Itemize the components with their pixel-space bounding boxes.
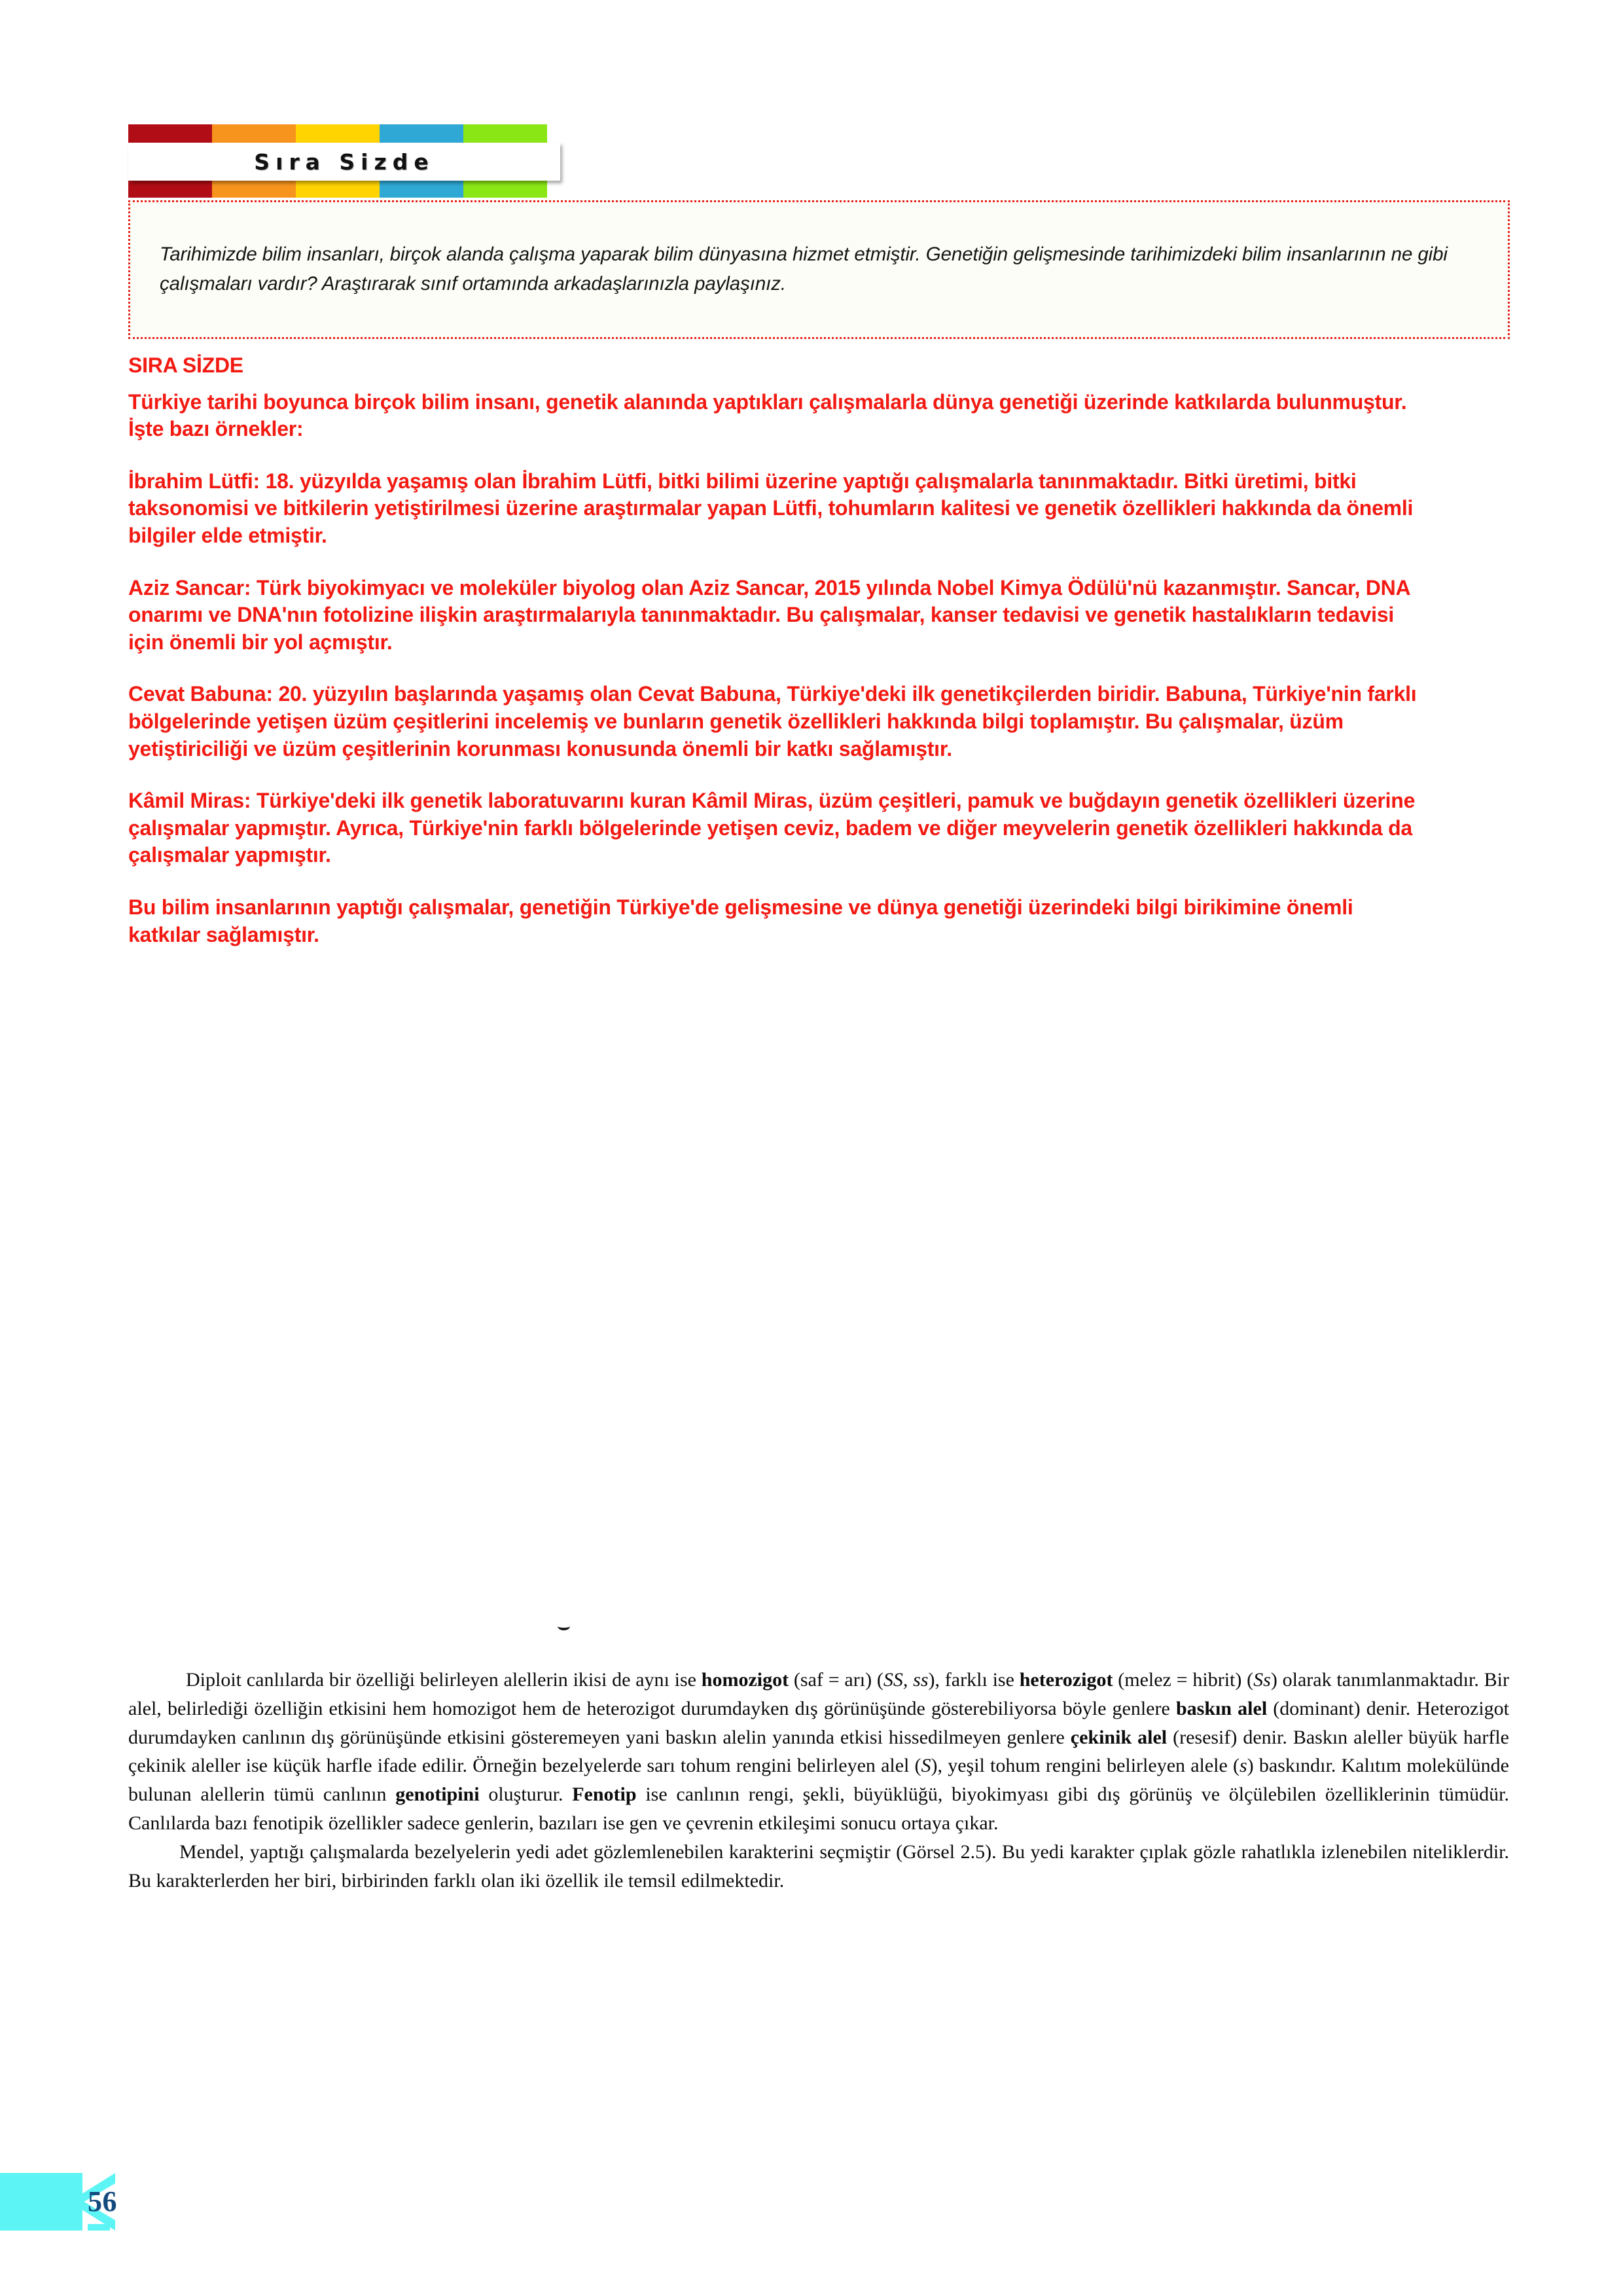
banner-label-plate <box>128 143 560 181</box>
answer-paragraph-aziz-sancar: Aziz Sancar: Türk biyokimyacı ve moleküler biyolog olan Aziz Sancar, 2015 yılında Nobel Kimya Ödülü'nü kazanmıştır. Sancar, DNA onarımı ve DNA'nın fotolizine ilişkin araştırmalarıyla tanınmaktadır. Bu çalışmalar, kanser tedavisi ve genetik hastalıkların tedavisi için önemli bir yol açmıştır. <box>128 575 1410 654</box>
term-genotipini: genotipini <box>395 1784 480 1806</box>
body-paragraph-definitions <box>128 1666 1509 1838</box>
allele-ss-pair: SS, ss <box>883 1669 929 1691</box>
answer-intro: Türkiye tarihi boyunca birçok bilim insanı, genetik alanında yaptıkları çalışmalarla dünya genetiği üzerinde katkılarda bulunmuştur. İşte bazı örnekler: <box>128 389 1407 441</box>
footer-underline <box>88 2224 110 2231</box>
answer-block <box>128 352 1431 973</box>
allele-ss-mixed: Ss <box>1253 1669 1271 1691</box>
allele-s-dominant: S <box>921 1755 931 1777</box>
term-fenotip: Fenotip <box>572 1784 637 1806</box>
bt-2: (saf = arı) ( <box>789 1669 883 1691</box>
term-baskin-alel: baskın alel <box>1175 1697 1268 1719</box>
answer-paragraph-conclusion: Bu bilim insanlarının yaptığı çalışmalar, genetiğin Türkiye'de gelişmesine ve dünya genetiği üzerindeki bilgi birikimine önemli katkılar sağlamıştır. <box>128 895 1353 946</box>
page-number: 56 <box>88 2185 117 2217</box>
prompt-question-text: Tarihimizde bilim insanları, birçok alanda çalışma yaparak bilim dünyasına hizmet etmiştir. Genetiğin gelişmesinde tarihimizdeki bilim insanlarının ne gibi çalışmaları vardır? Araştırarak sınıf ortamında arkadaşlarınızla paylaşınız. <box>160 243 1448 295</box>
sira-sizde-banner <box>128 124 547 198</box>
banner-title: Sıra Sizde <box>254 149 435 175</box>
bt-1: Diploit canlılarda bir özelliği belirleyen alellerin ikisi de aynı ise <box>186 1669 702 1691</box>
bt-7: (resesif) denir. Baskın aleller büyük harfle çekinik aleller ise küçük harfle ifade edilir. Örneğin bezelyelerde sarı tohum rengini belirleyen alel ( <box>128 1726 1509 1777</box>
bt-5: ) olarak tanımlanmaktadır. Bir alel, belirlediği özelliğin etkisini hem homozigot hem de heterozigot durumdayken dış görünüşünde gösterebiliyorsa böyle genlere <box>128 1669 1509 1719</box>
bt-8: ), yeşil tohum rengini belirleyen alele ( <box>931 1755 1240 1777</box>
answer-paragraph-ibrahim-lutfi: İbrahim Lütfi: 18. yüzyılda yaşamış olan İbrahim Lütfi, bitki bilimi üzerine yaptığı çalışmalarla tanınmaktadır. Bitki üretimi, bitki taksonomisi ve bitkilerin yetiştirilmesi üzerine araştırmalar yapan Lütfi, tohumların kalitesi ve genetik özellikleri hakkında da önemli bilgiler elde etmiştir. <box>128 469 1414 547</box>
bt-6: (dominant) denir. Heterozigot durumdayken canlının dış görünüşünde etkisini gösteremeyen yani baskın alelin yanında etkisi hissedilmeyen genlere <box>128 1697 1509 1748</box>
answer-paragraph-cevat-babuna: Cevat Babuna: 20. yüzyılın başlarında yaşamış olan Cevat Babuna, Türkiye'deki ilk genetikçilerden biridir. Babuna, Türkiye'nin farklı bölgelerinde yetişen üzüm çeşitlerini incelemiş ve bunların genetik özellikleri hakkında bilgi toplamıştır. Bu çalışmalar, üzüm yetiştiriciliği ve üzüm çeşitlerinin korunması konusunda önemli bir katkı sağlamıştır. <box>128 682 1417 761</box>
page-footer <box>0 2173 196 2237</box>
body-text-section <box>128 1666 1509 1895</box>
prompt-callout-box <box>128 200 1510 339</box>
bt-3: ), farklı ise <box>928 1669 1020 1691</box>
body-paragraph-mendel: Mendel, yaptığı çalışmalarda bezelyelerin yedi adet gözlemlenebilen karakterini seçmiştir (Görsel 2.5). Bu yedi karakter çıplak gözle rahatlıkla izlenebilen niteliklerdir. Bu karakterlerden her biri, birbirinden farklı olan iki özellik ile temsil edilmektedir. <box>128 1840 1509 1892</box>
bt-9: ) baskındır. Kalıtım molekülünde bulunan alellerin tümü canlının <box>128 1755 1509 1806</box>
answer-paragraph-kamil-miras: Kâmil Miras: Türkiye'deki ilk genetik laboratuvarını kuran Kâmil Miras, üzüm çeşitleri, pamuk ve buğdayın genetik özellikleri üzerine çalışmalar yapmıştır. Ayrıca, Türkiye'nin farklı bölgelerinde yetişen ceviz, badem ve diğer meyvelerin genetik özellikleri hakkında da çalışmalar yapmıştır. <box>128 789 1416 867</box>
term-cekinik-alel: çekinik alel <box>1070 1726 1168 1748</box>
term-heterozigot: heterozigot <box>1019 1669 1113 1691</box>
bt-10: oluşturur. <box>479 1784 573 1806</box>
scan-artifact-mark <box>558 1622 570 1630</box>
allele-s-recessive: s <box>1239 1755 1247 1777</box>
bt-11: ise canlının rengi, şekli, büyüklüğü, biyokimyası gibi dış görünüş ve ölçülebilen özelliklerinin tümüdür. Canlılarda bazı fenotipik özellikler sadece genlerin, bazıları ise gen ve çevrenin etkileşimi sonucu ortaya çıkar. <box>128 1784 1510 1834</box>
answer-heading: SIRA SİZDE <box>128 353 243 377</box>
bt-4: (melez = hibrit) ( <box>1113 1669 1254 1691</box>
term-homozigot: homozigot <box>701 1669 789 1691</box>
